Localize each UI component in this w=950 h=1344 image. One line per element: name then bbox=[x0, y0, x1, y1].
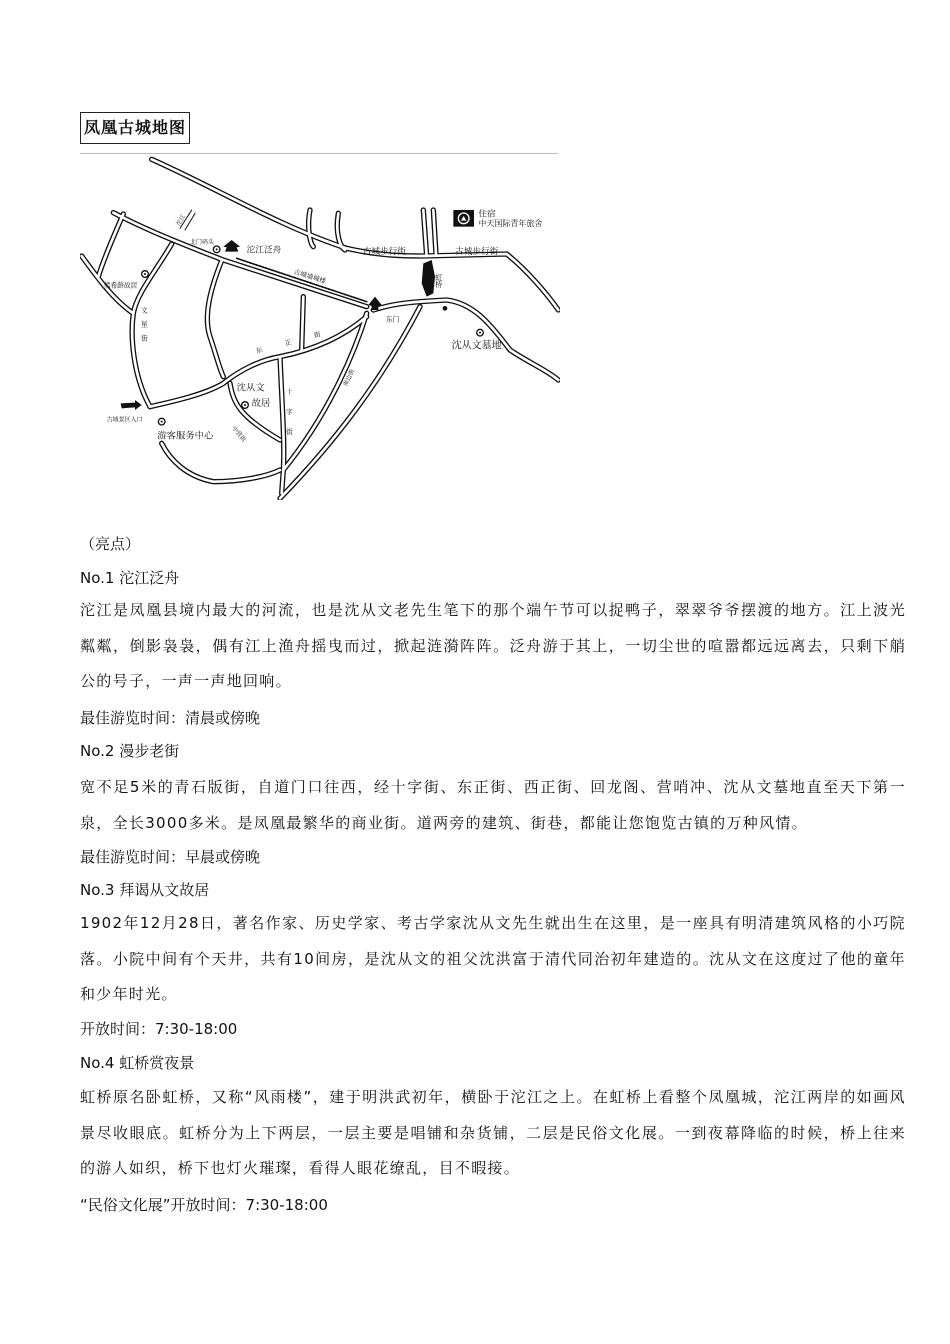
label-walking-street-1: 古城步行街 bbox=[362, 247, 406, 257]
section-note: 最佳游览时间：清晨或傍晚 bbox=[80, 709, 261, 727]
section-note: “民俗文化展”开放时间：7:30-18:00 bbox=[80, 1196, 328, 1214]
label-north-dock: 北门码头 bbox=[190, 239, 215, 246]
label-river: 沱江 bbox=[175, 213, 188, 228]
highlights-label: （亮点） bbox=[80, 535, 141, 553]
label-dongzheng-street: 东正街 bbox=[255, 324, 345, 356]
label-entrance: 古城景区入口 bbox=[106, 416, 143, 424]
section-body: 宽不足5米的青石版街，自道门口往西，经十字街、东正街、西正街、回龙阁、营哨冲、沈从文墓地直至天下第一泉，全长3000多米。是凤凰最繁华的商业街。道两旁的建筑、街巷，都能让您饱览古镇的万种风情。 bbox=[80, 778, 906, 832]
label-shizi-street: 十字街 bbox=[284, 388, 293, 449]
label-rainbow-bridge: 虹桥 bbox=[434, 273, 444, 289]
label-xiong-residence: 熊希龄故居 bbox=[104, 281, 138, 290]
label-wenxing-street: 文星街 bbox=[139, 306, 148, 349]
phoenix-town-map bbox=[80, 150, 560, 500]
label-shen-residence-2: 故居 bbox=[251, 398, 271, 409]
label-tomb: 沈从文墓地 bbox=[451, 340, 502, 352]
label-city-wall: 古城墙城楼 bbox=[292, 267, 327, 286]
label-hostel: 中天国际青年旅舍 bbox=[478, 219, 543, 228]
map-title: 凤凰古城地图 bbox=[80, 112, 190, 144]
section-heading: No.1 沱江泛舟 bbox=[80, 569, 180, 587]
section-body: 沱江是凤凰县境内最大的河流，也是沈从文老先生笔下的那个端午节可以捉鸭子，翠翠爷爷摆渡的地方。江上波光粼粼，倒影袅袅，偶有江上渔舟摇曳而过，掀起涟漪阵阵。泛舟游于其上，一切尘世的喧嚣都远远离去，只剩下艄公的号子，一声一声地回响。 bbox=[80, 601, 906, 690]
rainbow-bridge-icon bbox=[422, 260, 435, 297]
section-body: 虹桥原名卧虹桥，又称“风雨楼”，建于明洪武初年，横卧于沱江之上。在虹桥上看整个凤凰城，沱江两岸的如画风景尽收眼底。虹桥分为上下两层，一层主要是唱铺和杂货铺，二层是民俗文化展。一到夜幕降临的时候，桥上往来的游人如织，桥下也灯火璀璨，看得人眼花缭乱，目不暇接。 bbox=[80, 1088, 906, 1177]
label-zhongying-street: 中营街 bbox=[230, 425, 248, 444]
pavilion-icon bbox=[223, 240, 240, 252]
section-note: 开放时间：7:30-18:00 bbox=[80, 1020, 238, 1038]
label-east-gate: 东门 bbox=[386, 315, 400, 324]
section-note: 最佳游览时间：早晨或傍晚 bbox=[80, 848, 261, 866]
section-heading: No.3 拜谒从文故居 bbox=[80, 881, 210, 899]
section-heading: No.4 虹桥赏夜景 bbox=[80, 1054, 195, 1072]
section-body: 1902年12月28日，著名作家、历史学家、考古学家沈从文先生就出生在这里，是一座具有明清建筑风格的小巧院落。小院中间有个天井，共有10间房，是沈从文的祖父沈洪富于清代同治初年建造的。沈从文在这度过了他的童年和少年时光。 bbox=[80, 914, 906, 1003]
label-visitor-center: 游客服务中心 bbox=[157, 430, 214, 442]
section-heading: No.2 漫步老街 bbox=[80, 742, 180, 760]
label-shen-residence-1: 沈从文 bbox=[236, 382, 265, 394]
label-walking-street-2: 古城步行街 bbox=[455, 247, 499, 257]
label-nanbian-street: 南边街 bbox=[342, 368, 357, 388]
label-lodging: 住宿 bbox=[478, 209, 496, 220]
entrance-arrow-icon bbox=[121, 400, 142, 410]
label-boating: 沱江泛舟 bbox=[246, 245, 282, 256]
